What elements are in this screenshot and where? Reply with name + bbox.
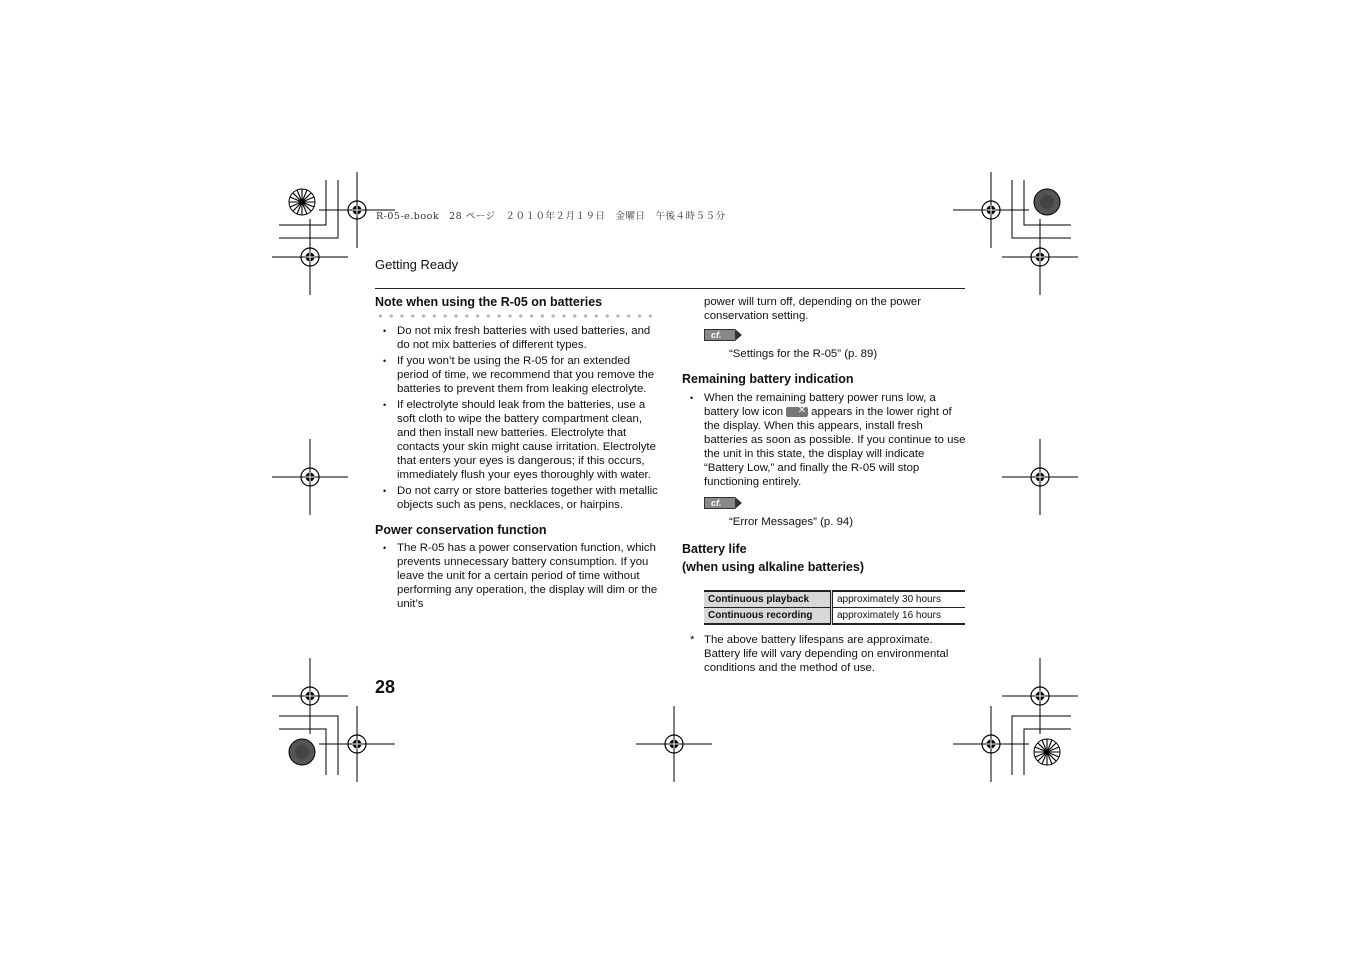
- heading-remaining-battery: Remaining battery indication: [682, 372, 854, 386]
- crosshair-registration-icon: [319, 172, 395, 248]
- heading-power-conservation: Power conservation function: [375, 523, 547, 537]
- list-item: • Do not mix fresh batteries with used batteries, and do not mix batteries of different types.: [375, 324, 660, 352]
- table-cell-value: approximately 16 hours: [832, 608, 966, 625]
- starburst-target-icon: [289, 189, 315, 215]
- starburst-target-icon: [1034, 739, 1060, 765]
- table-cell-label: Continuous playback: [704, 591, 832, 608]
- starburst-target-icon: [1034, 189, 1060, 215]
- battery-life-note: * The above battery lifespans are approximate. Battery life will vary depending on environmental conditions and the method of use.: [682, 633, 967, 675]
- crosshair-registration-icon: [1002, 439, 1078, 515]
- heading-battery-life: Battery life (when using alkaline batteries): [682, 542, 864, 574]
- crosshair-registration-icon: [272, 439, 348, 515]
- continued-text: power will turn off, depending on the power conservation setting.: [704, 296, 921, 322]
- page-number: 28: [375, 677, 396, 697]
- crosshair-registration-icon: [1002, 658, 1078, 734]
- crop-marks: [279, 180, 1071, 775]
- list-item: • When the remaining battery power runs low, a battery low icon✕ appears in the lower right of the display. When this appears, install fresh batteries as soon as possible. If you continue to use the unit in this state, the display will indicate “Battery Low,” and finally the R-05 will stop functioning entirely.: [682, 391, 967, 489]
- crosshair-registration-icon: [1002, 219, 1078, 295]
- list-item: • If you won’t be using the R-05 for an extended period of time, we recommend that you remove the batteries to prevent them from leaking electrolyte.: [375, 354, 660, 396]
- table-cell-label: Continuous recording: [704, 608, 832, 625]
- print-info-header: R-05-e.book 28 ページ ２０１０年２月１９日 金曜日 午後４時５５分: [376, 211, 726, 222]
- crosshair-registration-icon: [636, 706, 712, 782]
- table-cell-value: approximately 30 hours: [832, 591, 966, 608]
- reference-link-settings[interactable]: “Settings for the R-05” (p. 89): [729, 348, 878, 360]
- reference-link-error-messages[interactable]: “Error Messages” (p. 94): [729, 516, 854, 528]
- list-item: • Do not carry or store batteries together with metallic objects such as pens, necklaces, or hairpins.: [375, 484, 660, 512]
- cf-arrow-icon: cf.: [704, 329, 735, 341]
- crosshair-registration-icon: [953, 706, 1029, 782]
- crosshair-registration-icon: [319, 706, 395, 782]
- starburst-target-icon: [289, 739, 315, 765]
- list-item: • If electrolyte should leak from the batteries, use a soft cloth to wipe the battery compartment clean, and then install new batteries. Electrolyte that contacts your skin might cause irritation. Electrolyte that enters your eyes is dangerous; if this occurs, immediately flush your eyes thoroughly with water.: [375, 398, 660, 482]
- crosshair-registration-icon: [272, 658, 348, 734]
- heading-batteries-note: Note when using the R-05 on batteries: [375, 295, 603, 309]
- crosshair-registration-icon: [953, 172, 1029, 248]
- crosshair-registration-icon: [272, 219, 348, 295]
- section-label: Getting Ready: [375, 257, 459, 272]
- cf-arrow-icon: cf.: [704, 497, 735, 509]
- list-item: • The R-05 has a power conservation function, which prevents unnecessary battery consumption. If you leave the unit for a certain period of time without performing any operation, the display will dim or the unit’s: [375, 541, 660, 611]
